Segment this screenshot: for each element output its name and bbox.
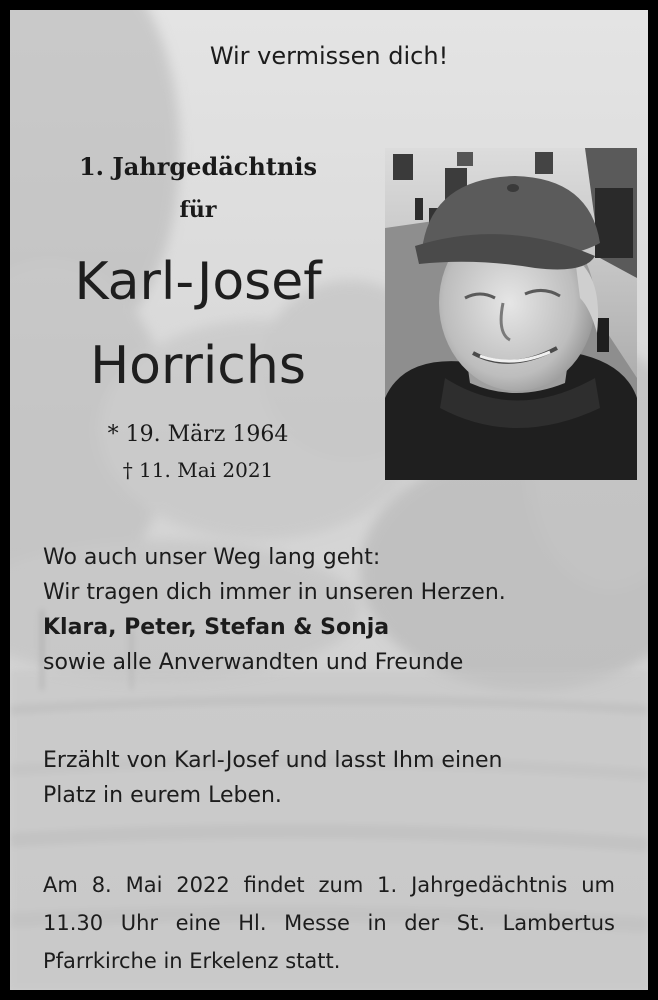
remembrance-line: Erzählt von Karl-Josef und lasst Ihm einen <box>43 748 503 773</box>
verse-block <box>43 540 633 680</box>
death-date: † 11. Mai 2021 <box>122 458 274 482</box>
remembrance-line: Platz in eurem Leben. <box>43 783 282 808</box>
mourners-family: Klara, Peter, Stefan & Sonja <box>43 615 390 640</box>
birth-date: * 19. März 1964 <box>107 422 289 447</box>
remembrance-block <box>43 743 633 813</box>
verse-line: Wo auch unser Weg lang geht: <box>43 545 381 570</box>
obituary-card <box>10 10 648 990</box>
headline: Wir vermissen dich! <box>209 42 449 70</box>
portrait-photo <box>385 148 637 480</box>
deceased-last-name: Horrichs <box>90 336 306 396</box>
service-notice: Am 8. Mai 2022 findet zum 1. Jahrgedächtnis um 11.30 Uhr eine Hl. Messe in der St. Lambertus Pfarrkirche in Erkelenz statt. <box>43 873 615 973</box>
for-label: für <box>179 197 217 223</box>
deceased-first-name: Karl-Josef <box>74 252 322 312</box>
anniversary-title: 1. Jahrgedächtnis <box>78 152 318 181</box>
verse-line: Wir tragen dich immer in unseren Herzen. <box>43 580 506 605</box>
mourners-others: sowie alle Anverwandten und Freunde <box>43 650 464 675</box>
